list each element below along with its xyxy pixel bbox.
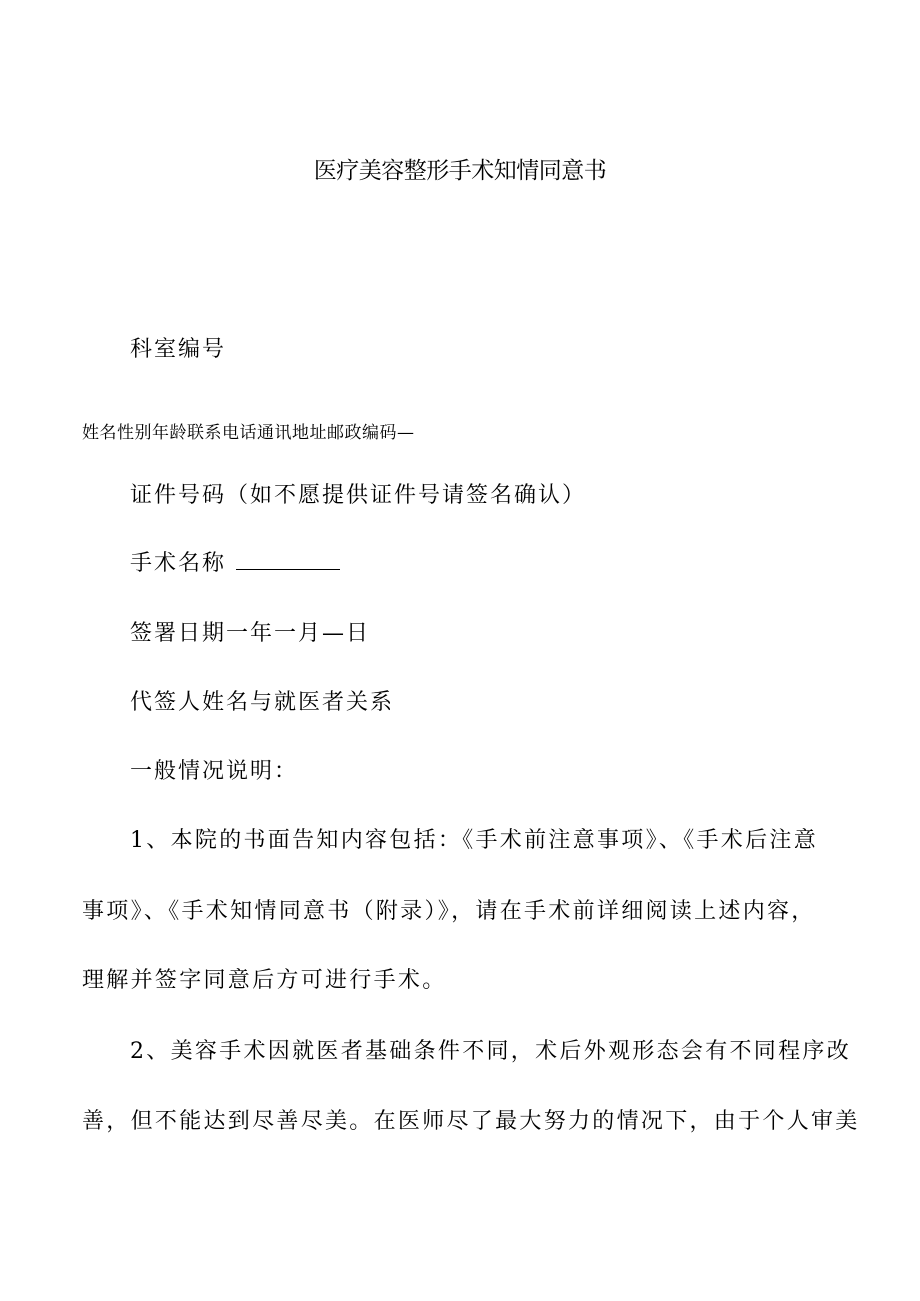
paragraph-1-line-2: 事项》、《手术知情同意书（附录）》，请在手术前详细阅读上述内容， bbox=[82, 899, 816, 924]
paragraph-2-line-1: 2、美容手术因就医者基础条件不同，术后外观形态会有不同程序改 bbox=[130, 1039, 851, 1064]
proxy-signer-label: 代签人姓名与就医者关系 bbox=[130, 690, 395, 715]
id-number-label: 证件号码（如不愿提供证件号请签名确认） bbox=[130, 483, 587, 508]
document-title: 医疗美容整形手术知情同意书 bbox=[313, 158, 607, 184]
paragraph-2-line-2: 善，但不能达到尽善尽美。在医师尽了最大努力的情况下，由于个人审美 bbox=[82, 1109, 860, 1134]
paragraph-1-line-3: 理解并签字同意后方可进行手术。 bbox=[82, 968, 447, 993]
department-number-label: 科室编号 bbox=[130, 337, 227, 362]
patient-info-line: 姓名性别年龄联系电话通讯地址邮政编码— bbox=[82, 423, 415, 443]
sign-date-label: 签署日期一年一月—日 bbox=[130, 621, 371, 646]
paragraph-1-line-1: 1、本院的书面告知内容包括：《手术前注意事项》、《手术后注意 bbox=[130, 828, 818, 853]
section-heading: 一般情况说明： bbox=[130, 759, 299, 784]
surgery-name-row bbox=[130, 546, 340, 577]
surgery-name-label: 手术名称 bbox=[130, 551, 227, 576]
surgery-name-blank bbox=[236, 551, 340, 570]
